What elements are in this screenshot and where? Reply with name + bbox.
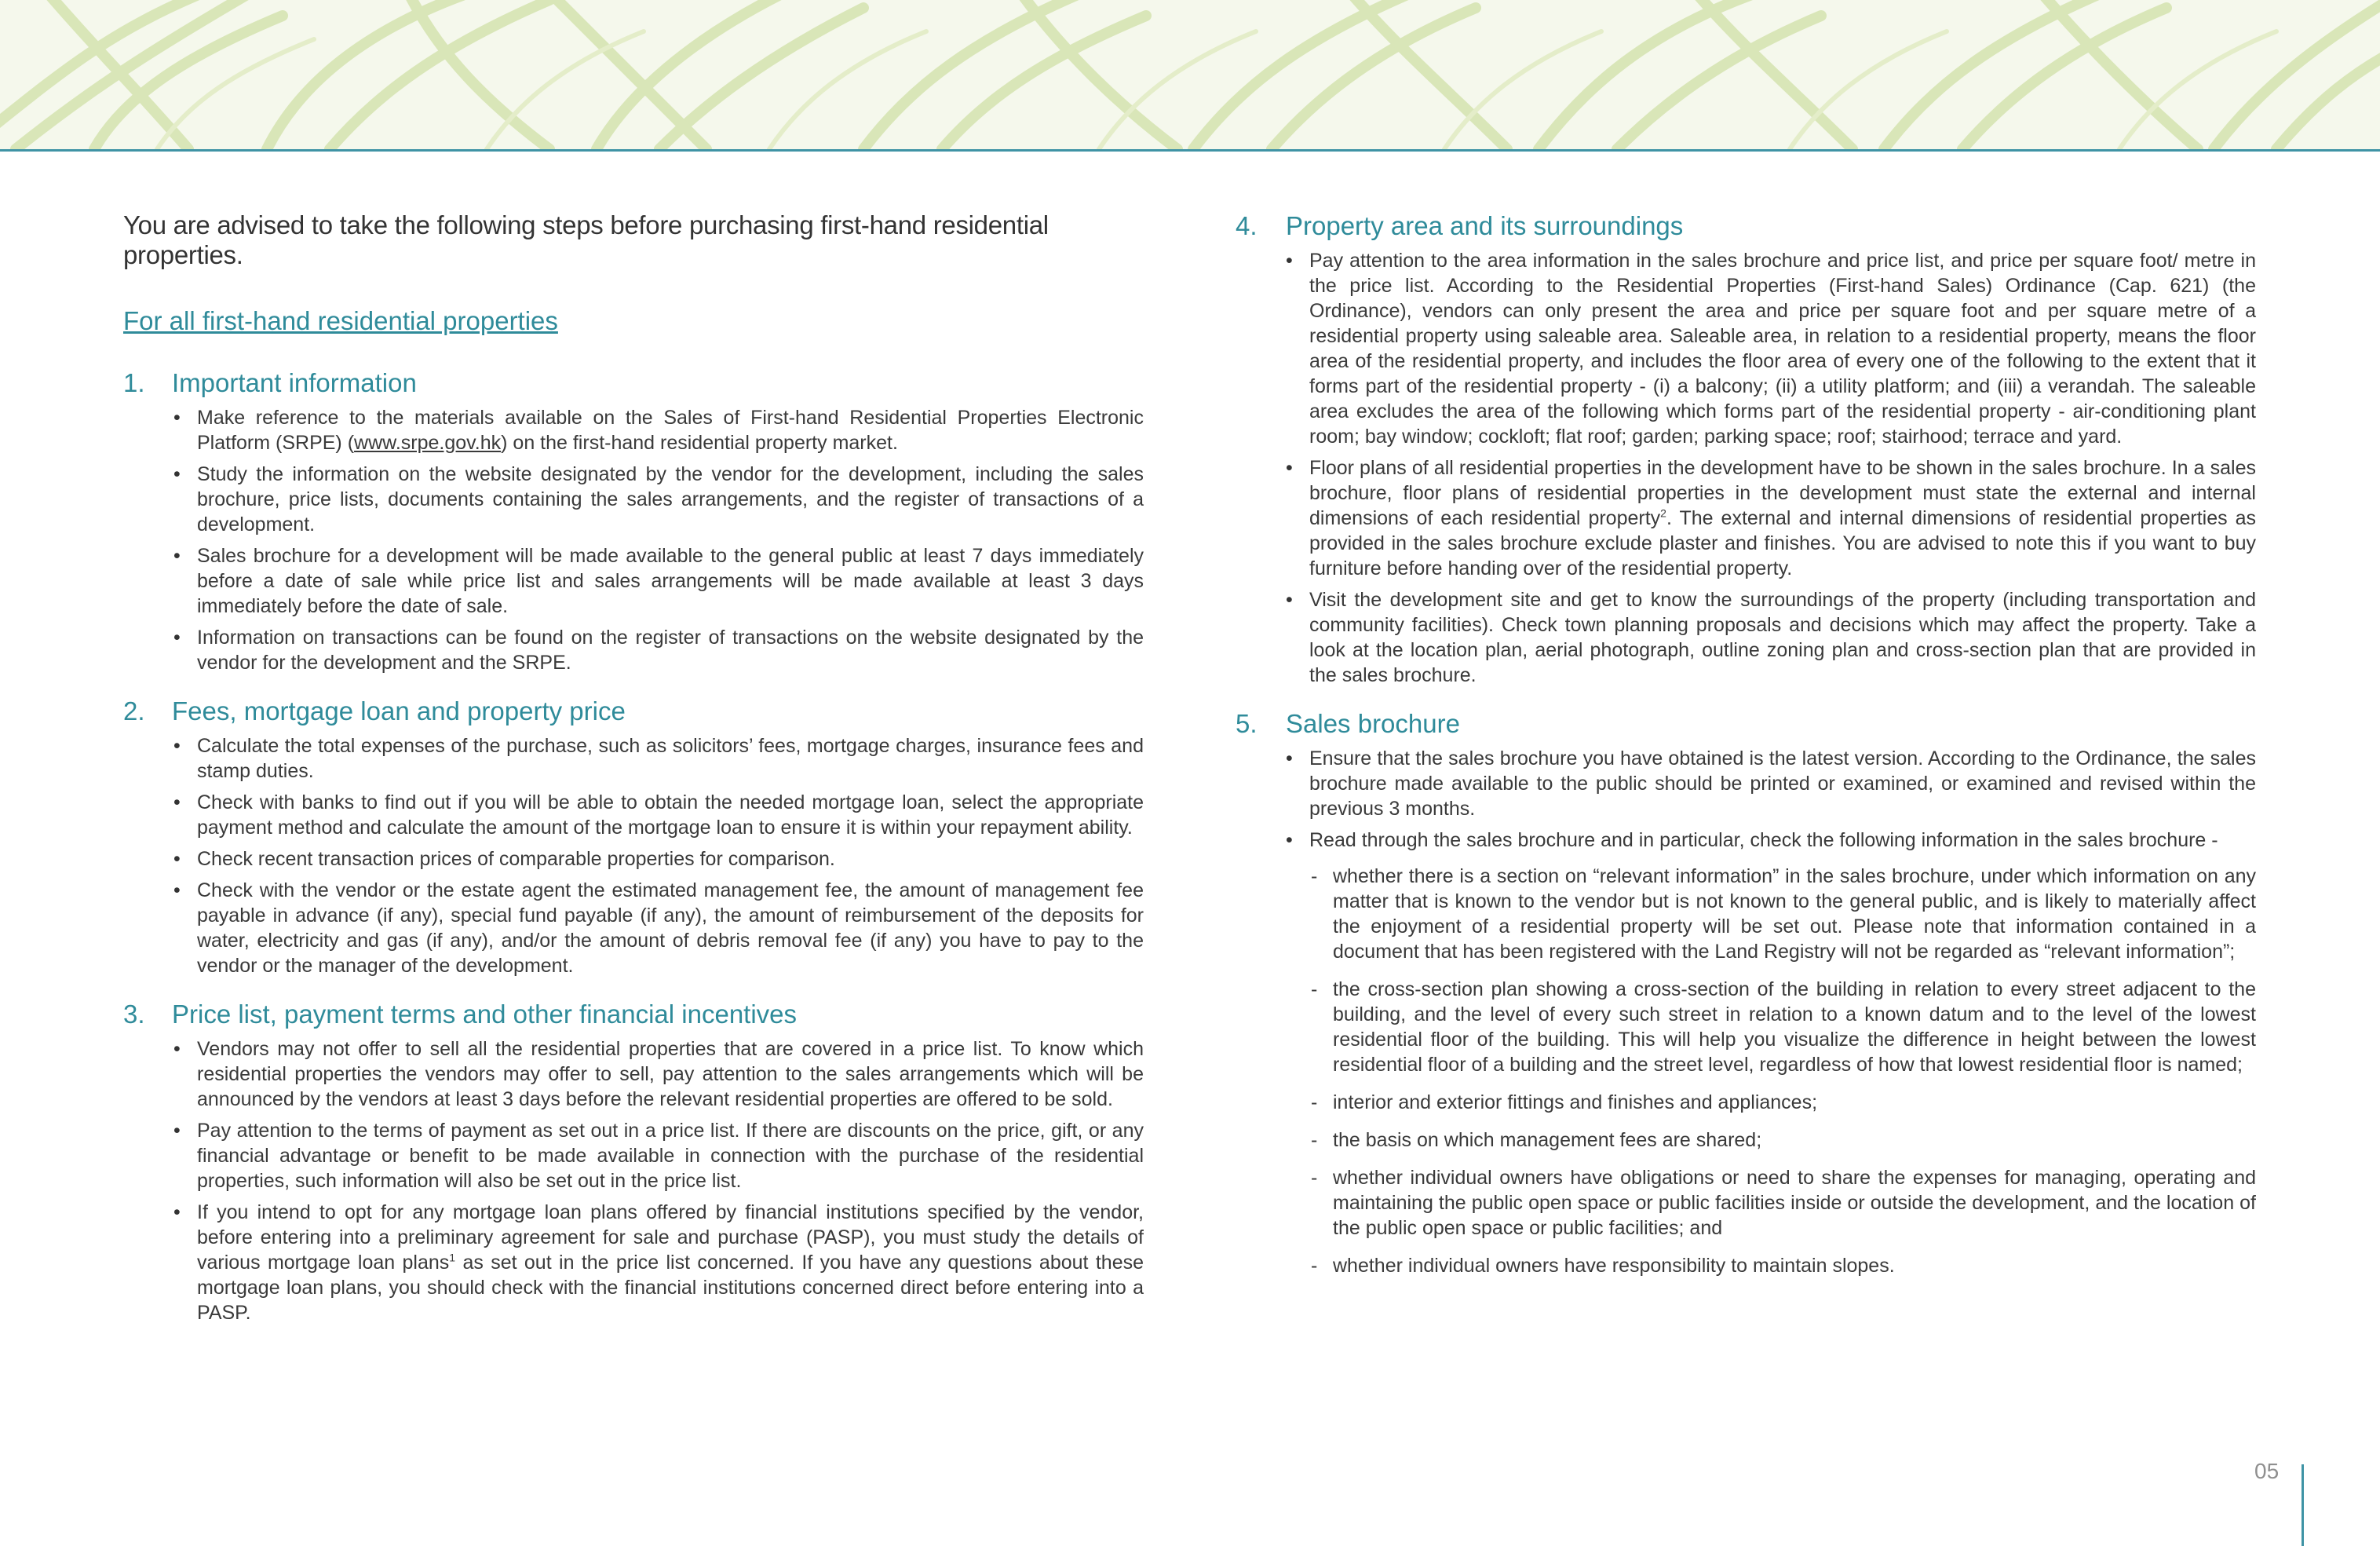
section-number: 4. <box>1236 211 1258 240</box>
list-item: • Pay attention to the area information in the sales brochure and price list, and price per square foot/ metre in the price list. According to the Residential Properties (First-hand Sales) Ordinance (Cap. 621) (the Ordinance), vendors can only present the area and price per square foot and per square metre of a residential property using saleable area. Saleable area, in relation to a residential property, means the floor area of the residential property, and includes the floor area of every one of the following to the extent that it forms part of the residential property - (i) a balcony; (ii) a utility platform; and (iii) a verandah. The saleable area excludes the area of the following which forms part of the residential property - air-conditioning plant room; bay window; cockloft; flat roof; garden; parking space; roof; stairhood; terrace and yard. <box>1286 248 2256 449</box>
dash-item: - whether individual owners have responsibility to maintain slopes. <box>1309 1253 2256 1278</box>
list-item: • Information on transactions can be found on the register of transactions on the website designated by the vendor for the development and the SRPE. <box>173 625 1144 675</box>
list-item <box>173 1200 1144 1325</box>
subheading-link[interactable]: For all first-hand residential properties <box>123 306 558 335</box>
item-text: Make reference to the materials available on the Sales of First-hand Residential Properties Electronic Platform (SRPE) ( <box>197 407 1144 454</box>
list-item <box>1286 455 2256 581</box>
list-item <box>173 405 1144 455</box>
list-item <box>1286 828 2256 1278</box>
section-title: Important information <box>172 368 417 397</box>
section-heading <box>1236 210 2256 242</box>
item-text: . The external and internal dimensions of residential properties as provided in the sales brochure exclude plaster and finishes. You are advised to note this if you want to buy furniture before handing over of the residential property. <box>1309 507 2256 579</box>
section-number: 1. <box>123 368 145 397</box>
list-item: • Vendors may not offer to sell all the residential properties that are covered in a price list. To know which residential properties the vendors may offer to sell, pay attention to the sales arrangements which will be announced by the vendors at least 3 days before the relevant residential properties are offered to be sold. <box>173 1036 1144 1112</box>
item-text: Floor plans of all residential properties in the development have to be shown in the sales brochure. In a sales brochure, floor plans of residential properties in the development must state the external and internal dimensions of each residential property <box>1309 457 2256 529</box>
list-item: • Check recent transaction prices of comparable properties for comparison. <box>173 846 1144 872</box>
dash-item: - the basis on which management fees are shared; <box>1309 1128 2256 1153</box>
dash-list <box>1309 864 2256 1278</box>
srpe-link[interactable]: www.srpe.gov.hk <box>354 432 502 454</box>
leaf-pattern-banner <box>0 0 2380 149</box>
right-column <box>1236 210 2256 1299</box>
bullet-list <box>123 405 1144 675</box>
dash-item: - interior and exterior fittings and finishes and appliances; <box>1309 1090 2256 1115</box>
leaf-pattern-icon <box>0 0 2380 149</box>
bullet-list <box>123 1036 1144 1325</box>
section-property-area <box>1236 210 2256 688</box>
page-number: 05 <box>2254 1459 2280 1483</box>
item-text: If you intend to opt for any mortgage loan plans offered by financial institutions specified by the vendor, before entering into a preliminary agreement for sale and purchase (PASP), you must study the details of various mortgage loan plans <box>197 1201 1144 1274</box>
section-number: 3. <box>123 1000 145 1029</box>
item-text: Read through the sales brochure and in particular, check the following information in the sales brochure - <box>1309 829 2218 851</box>
intro-text: You are advised to take the following steps before purchasing first-hand residential properties. <box>123 210 1049 269</box>
list-item: • Ensure that the sales brochure you have obtained is the latest version. According to the Ordinance, the sales brochure made available to the public should be printed or examined, or examined and revised within the previous 3 months. <box>1286 746 2256 821</box>
list-item: • Pay attention to the terms of payment as set out in a price list. If there are discounts on the price, gift, or any financial advantage or benefit to be made available in connection with the purchase of the residential properties, such information will also be set out in the price list. <box>173 1118 1144 1193</box>
section-number: 5. <box>1236 709 1258 738</box>
section-title: Price list, payment terms and other financial incentives <box>172 1000 798 1029</box>
section-price-list <box>123 999 1144 1325</box>
list-item: • Sales brochure for a development will be made available to the general public at least 7 days immediately before a date of sale while price list and sales arrangements will be made available at least 3 days immediately before the date of sale. <box>173 543 1144 619</box>
page-number-bar <box>2302 1464 2304 1546</box>
section-important-information <box>123 367 1144 675</box>
list-item: • Visit the development site and get to know the surroundings of the property (including transportation and community facilities). Check town planning proposals and decisions which may affect the property. Take a look at the location plan, aerial photograph, outline zoning plan and cross-section plan that are provided in the sales brochure. <box>1286 587 2256 688</box>
bullet-list <box>1236 248 2256 688</box>
list-item: • Calculate the total expenses of the purchase, such as solicitors’ fees, mortgage charges, insurance fees and stamp duties. <box>173 733 1144 784</box>
section-heading <box>1236 708 2256 740</box>
footnote-marker: 1 <box>449 1251 456 1264</box>
section-heading <box>123 696 1144 727</box>
section-title: Property area and its surroundings <box>1286 211 1684 240</box>
item-text: as set out in the price list concerned. If you have any questions about these mortgage loan plans, you should check with the financial institutions concerned direct before entering into a PASP. <box>197 1252 1144 1324</box>
section-number: 2. <box>123 696 145 725</box>
bullet-list <box>1236 746 2256 1278</box>
section-title: Fees, mortgage loan and property price <box>172 696 626 725</box>
list-item: • Check with the vendor or the estate agent the estimated management fee, the amount of management fee payable in advance (if any), special fund payable (if any), the amount of reimbursement of the deposits for water, electricity and gas (if any), and/or the amount of debris removal fee (if any) you have to pay to the vendor or the manager of the development. <box>173 878 1144 978</box>
section-fees-mortgage <box>123 696 1144 978</box>
left-column <box>123 210 1144 1346</box>
list-item: • Study the information on the website designated by the vendor for the development, including the sales brochure, price lists, documents containing the sales arrangements, and the register of transactions of a development. <box>173 462 1144 537</box>
bullet-list <box>123 733 1144 978</box>
dash-item: - the cross-section plan showing a cross-section of the building in relation to every street adjacent to the building, and the level of every such street in relation to a known datum and to the level of the lowest residential floor of the building. This will help you visualize the difference in height between the lowest residential floor of a building and the street level, regardless of how that lowest residential floor is named; <box>1309 977 2256 1077</box>
footnote-marker: 2 <box>1660 506 1666 520</box>
dash-item: - whether individual owners have obligations or need to share the expenses for managing, operating and maintaining the public open space or public facilities inside or outside the development, and the location of the public open space or public facilities; and <box>1309 1165 2256 1241</box>
dash-item: - whether there is a section on “relevant information” in the sales brochure, under which information on any matter that is known to the vendor but is not known to the general public, and is likely to materially affect the enjoyment of a residential property will be set out. Please note that information contained in a document that has been registered with the Land Registry will not be regarded as “relevant information”; <box>1309 864 2256 964</box>
section-title: Sales brochure <box>1286 709 1460 738</box>
section-heading <box>123 367 1144 399</box>
item-text: ) on the first-hand residential property market. <box>501 432 898 454</box>
list-item: • Check with banks to find out if you will be able to obtain the needed mortgage loan, select the appropriate payment method and calculate the amount of the mortgage loan to ensure it is within your repayment ability. <box>173 790 1144 840</box>
section-heading <box>123 999 1144 1030</box>
section-sales-brochure <box>1236 708 2256 1278</box>
banner-divider <box>0 149 2380 152</box>
